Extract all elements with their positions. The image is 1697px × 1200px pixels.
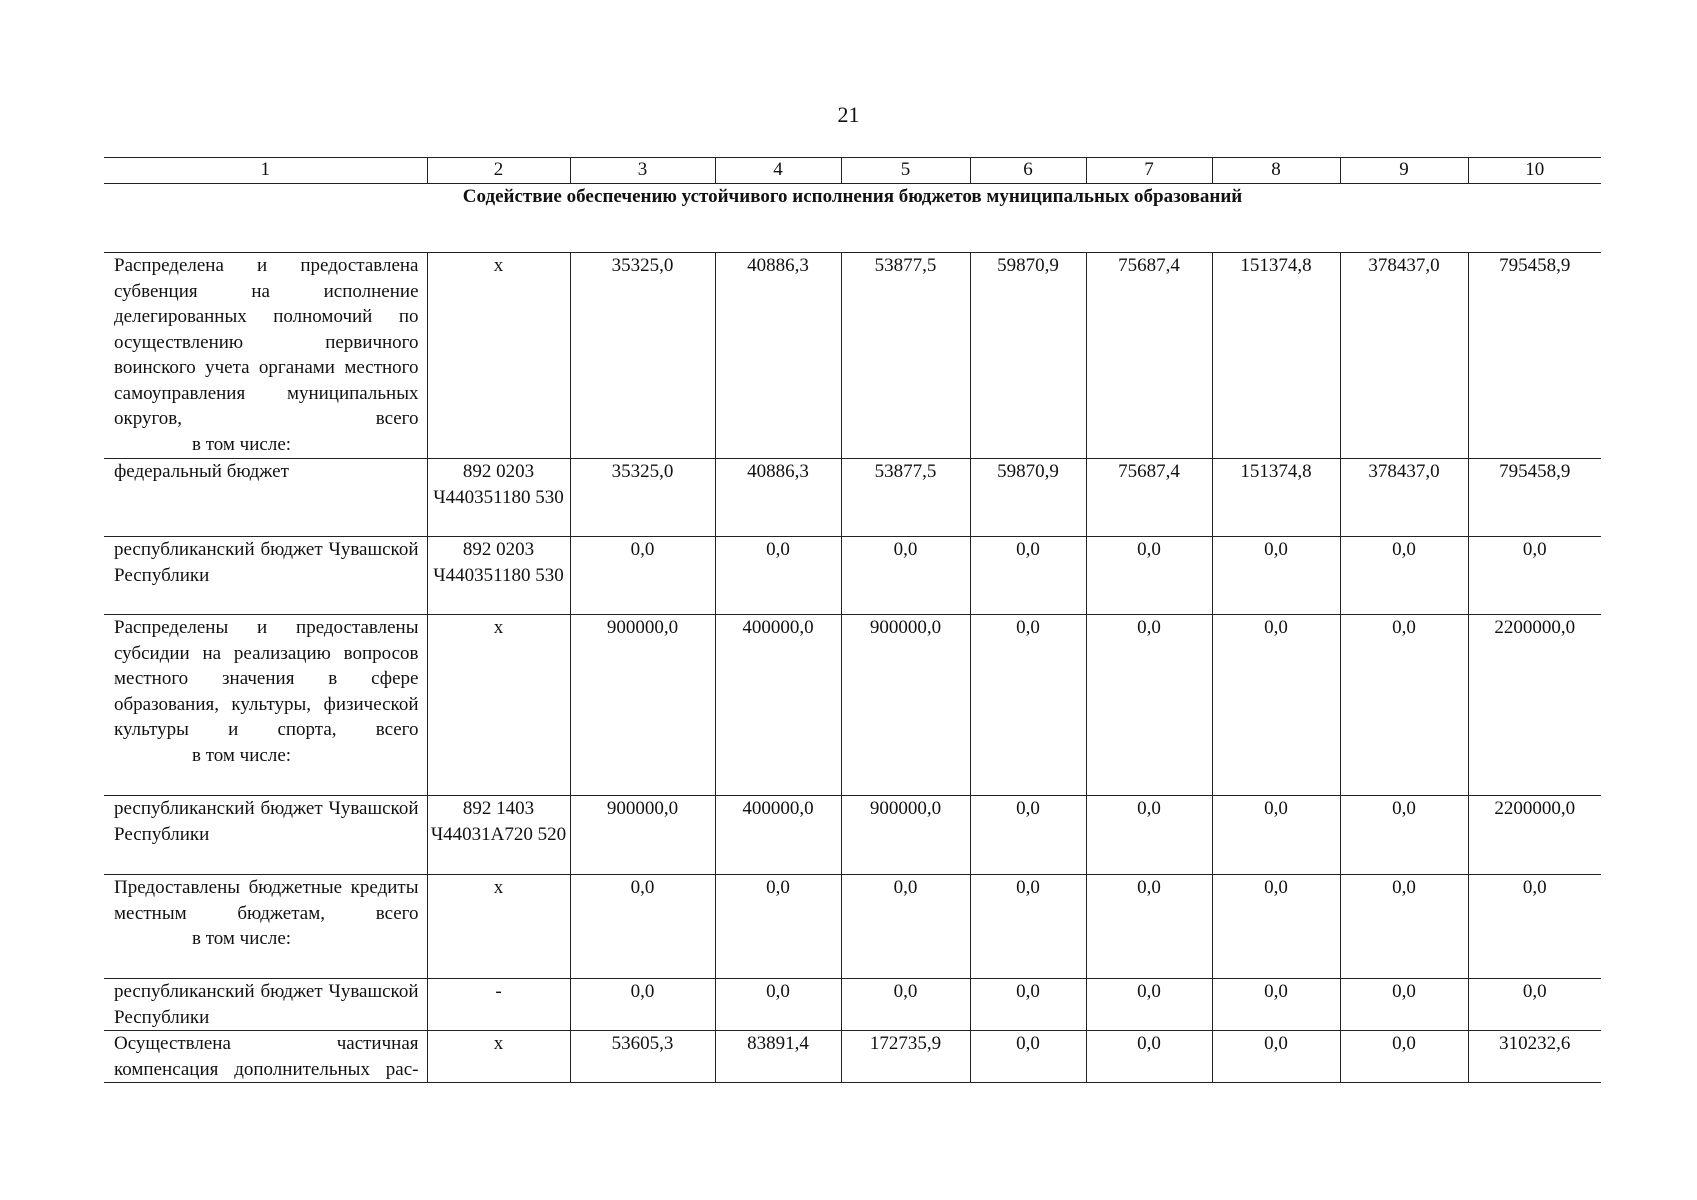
value-cell: 40886,3: [715, 253, 841, 459]
value-cell: 795458,9: [1468, 253, 1601, 459]
column-number: 8: [1212, 158, 1340, 184]
value-cell: 0,0: [1340, 537, 1468, 615]
value-cell: 0,0: [715, 875, 841, 979]
value-cell: 75687,4: [1086, 253, 1212, 459]
value-cell: 0,0: [1468, 875, 1601, 979]
value-cell: 0,0: [841, 979, 970, 1031]
description-text: Предоставлены бюджетные кредиты местным бюджетам, всего: [114, 877, 419, 924]
value-cell: 53877,5: [841, 459, 970, 537]
description-text: Распределены и предоставлены субсидии на реализацию вопросов местного значения в сфере образования, культуры, физической культуры и спорта, всего: [114, 617, 419, 740]
budget-code: х: [427, 615, 570, 796]
value-cell: 0,0: [1086, 796, 1212, 875]
description-text: республиканский бюджет Чувашской Республики: [114, 981, 419, 1028]
row-description: [104, 537, 427, 615]
value-cell: 400000,0: [715, 615, 841, 796]
value-cell: 900000,0: [570, 796, 715, 875]
value-cell: 900000,0: [841, 796, 970, 875]
description-text: Распределена и предоставлена субвенция на исполнение делегированных полномочий по осуществлению первичного воинского учета органами местного самоуправления муниципальных округов, всего: [114, 255, 419, 429]
value-cell: 0,0: [1340, 615, 1468, 796]
value-cell: 35325,0: [570, 459, 715, 537]
value-cell: 151374,8: [1212, 459, 1340, 537]
value-cell: 310232,6: [1468, 1031, 1601, 1083]
column-number: 6: [970, 158, 1086, 184]
value-cell: 75687,4: [1086, 459, 1212, 537]
section-title-row: [104, 184, 1601, 253]
value-cell: 0,0: [1212, 796, 1340, 875]
table-row: [104, 979, 1601, 1031]
value-cell: 0,0: [715, 979, 841, 1031]
value-cell: 2200000,0: [1468, 615, 1601, 796]
value-cell: 0,0: [841, 875, 970, 979]
value-cell: 0,0: [1340, 796, 1468, 875]
value-cell: 0,0: [1212, 615, 1340, 796]
budget-code: х: [427, 253, 570, 459]
description-text: республиканский бюджет Чувашской Республики: [114, 539, 419, 586]
value-cell: 900000,0: [841, 615, 970, 796]
row-description: [104, 1031, 427, 1083]
row-description: [104, 253, 427, 459]
description-text: Осуществлена частичная компенсация дополнительных рас-: [114, 1033, 419, 1080]
value-cell: 0,0: [1212, 875, 1340, 979]
value-cell: 795458,9: [1468, 459, 1601, 537]
value-cell: 35325,0: [570, 253, 715, 459]
value-cell: 400000,0: [715, 796, 841, 875]
column-number: 10: [1468, 158, 1601, 184]
column-number: 7: [1086, 158, 1212, 184]
value-cell: 0,0: [970, 537, 1086, 615]
value-cell: 0,0: [841, 537, 970, 615]
row-description: [104, 796, 427, 875]
page-number: 21: [837, 102, 860, 127]
value-cell: 0,0: [715, 537, 841, 615]
column-number: 2: [427, 158, 570, 184]
value-cell: 0,0: [570, 979, 715, 1031]
value-cell: 0,0: [1340, 979, 1468, 1031]
table-row: [104, 537, 1601, 615]
including-label: в том числе:: [192, 433, 292, 455]
table-row: [104, 796, 1601, 875]
including-label: в том числе:: [192, 928, 292, 949]
table-row: [104, 253, 1601, 459]
table-row: [104, 875, 1601, 979]
value-cell: 0,0: [1340, 875, 1468, 979]
value-cell: 53877,5: [841, 253, 970, 459]
value-cell: 172735,9: [841, 1031, 970, 1083]
section-title: Содействие обеспечению устойчивого исполнения бюджетов муниципальных образований: [104, 184, 1601, 253]
budget-code: -: [427, 979, 570, 1031]
row-description: [104, 875, 427, 979]
table-row: [104, 1031, 1601, 1083]
description-text: федеральный бюджет: [114, 461, 289, 482]
value-cell: 0,0: [1212, 537, 1340, 615]
value-cell: 151374,8: [1212, 253, 1340, 459]
value-cell: 0,0: [570, 875, 715, 979]
value-cell: 2200000,0: [1468, 796, 1601, 875]
column-number: 9: [1340, 158, 1468, 184]
value-cell: 0,0: [970, 979, 1086, 1031]
budget-code: х: [427, 1031, 570, 1083]
value-cell: 0,0: [1212, 1031, 1340, 1083]
value-cell: 0,0: [970, 796, 1086, 875]
column-number-row: [104, 158, 1601, 184]
value-cell: 0,0: [970, 1031, 1086, 1083]
value-cell: 83891,4: [715, 1031, 841, 1083]
row-description: [104, 459, 427, 537]
value-cell: 0,0: [570, 537, 715, 615]
including-label: в том числе:: [192, 744, 292, 766]
value-cell: 0,0: [1086, 875, 1212, 979]
value-cell: 59870,9: [970, 459, 1086, 537]
row-description: [104, 979, 427, 1031]
value-cell: 900000,0: [570, 615, 715, 796]
row-description: [104, 615, 427, 796]
description-text: республиканский бюджет Чувашской Республики: [114, 798, 419, 845]
value-cell: 53605,3: [570, 1031, 715, 1083]
budget-code: 892 0203 Ч440351180 530: [427, 459, 570, 537]
value-cell: 0,0: [1086, 1031, 1212, 1083]
column-number: 3: [570, 158, 715, 184]
value-cell: 0,0: [1086, 979, 1212, 1031]
table-row: [104, 459, 1601, 537]
budget-code: 892 1403 Ч44031А720 520: [427, 796, 570, 875]
column-number: 1: [104, 158, 427, 184]
value-cell: 0,0: [1086, 537, 1212, 615]
value-cell: 40886,3: [715, 459, 841, 537]
budget-code: 892 0203 Ч440351180 530: [427, 537, 570, 615]
value-cell: 0,0: [1086, 615, 1212, 796]
column-number: 4: [715, 158, 841, 184]
value-cell: 0,0: [1340, 1031, 1468, 1083]
value-cell: 378437,0: [1340, 459, 1468, 537]
value-cell: 59870,9: [970, 253, 1086, 459]
value-cell: 0,0: [1468, 537, 1601, 615]
column-number: 5: [841, 158, 970, 184]
value-cell: 0,0: [1468, 979, 1601, 1031]
value-cell: 0,0: [970, 615, 1086, 796]
value-cell: 0,0: [1212, 979, 1340, 1031]
budget-table: [104, 157, 1601, 1083]
budget-code: х: [427, 875, 570, 979]
value-cell: 378437,0: [1340, 253, 1468, 459]
table-row: [104, 615, 1601, 796]
value-cell: 0,0: [970, 875, 1086, 979]
